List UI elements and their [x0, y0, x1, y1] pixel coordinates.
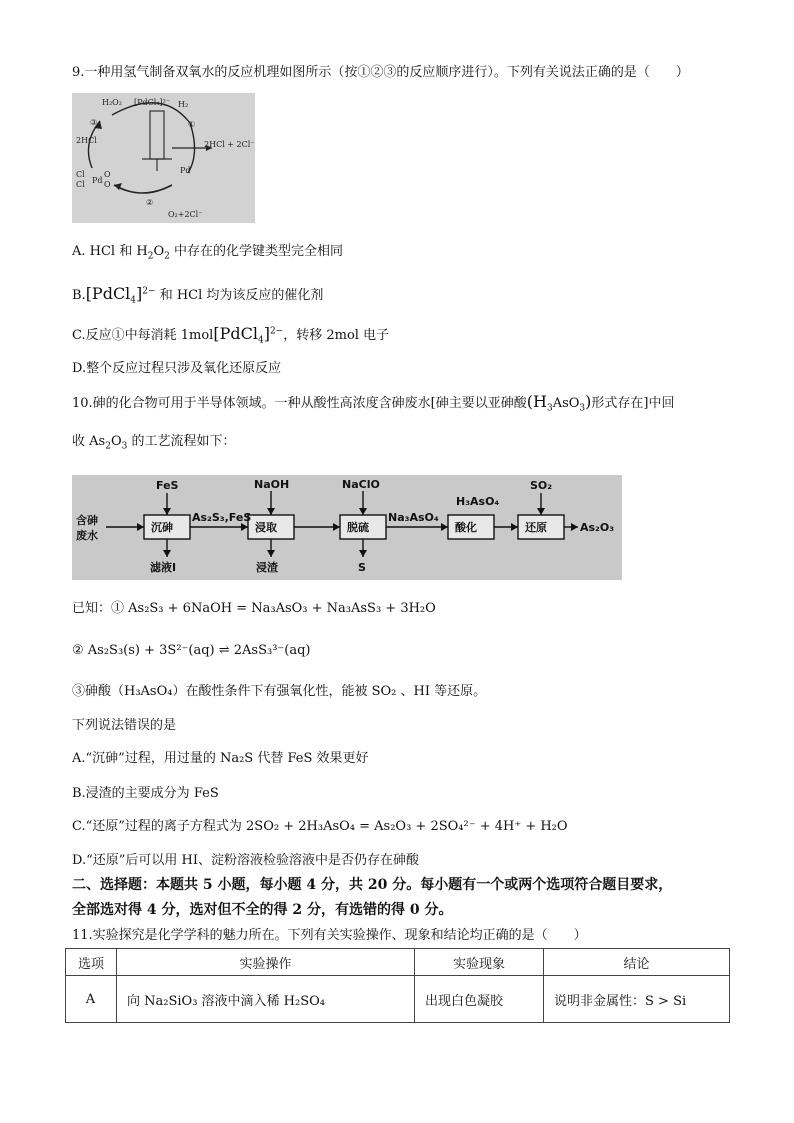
header-operation: 实验操作 — [117, 949, 415, 976]
label-step1: ① — [188, 120, 196, 129]
q10-stem1-a: 10.砷的化合物可用于半导体领域。一种从酸性高浓度含砷废水[砷主要以亚砷酸 — [72, 396, 527, 411]
q9-c-sup: 2− — [269, 326, 284, 337]
flow-fes: FeS — [156, 479, 179, 492]
label-cl-top: Cl — [76, 170, 85, 179]
q10-ask: 下列说法错误的是 — [72, 718, 177, 733]
label-h2: H₂ — [178, 100, 189, 109]
q9-stem: 9.一种用氢气制备双氧水的反应机理如图所示（按①②③的反应顺序进行）。下列有关说法正确的是（ ） — [72, 65, 689, 80]
flow-box3-label: 脱硫 — [347, 521, 369, 534]
label-step2: ② — [146, 198, 154, 207]
q10-known-2: ② As₂S₃(s) + 3S²⁻(aq) ⇌ 2AsS₃³⁻(aq) — [72, 643, 311, 658]
label-pd: Pd — [180, 166, 191, 175]
q9-b-close: ] — [136, 284, 143, 303]
q9-option-d[interactable]: D.整个反应过程只涉及氧化还原反应 — [72, 361, 282, 376]
q9-a-prefix: A. HCl 和 H — [72, 244, 148, 259]
process-flow-figure — [72, 475, 622, 580]
label-2hcl: 2HCl — [76, 136, 97, 145]
flow-mid3: Na₃AsO₄ — [388, 511, 439, 524]
label-2hcl-2cl: 2HCl + 2Cl⁻ — [204, 140, 255, 149]
q9-c-close: ] — [263, 324, 270, 343]
q9-a-sub1: 2 — [147, 251, 154, 262]
flow-residue: 浸渣 — [256, 561, 278, 574]
label-o-bottom: O — [104, 180, 111, 189]
flow-product: As₂O₃ — [580, 521, 615, 534]
flow-box5-label: 还原 — [525, 521, 547, 534]
q9-a-suffix: 中存在的化学键类型完全相同 — [169, 244, 343, 259]
cell-conclusion: 说明非金属性：S > Si — [544, 976, 730, 1023]
flow-box1-label: 沉砷 — [151, 521, 173, 534]
q10-stem2-sub2: 3 — [121, 441, 128, 452]
label-o-top: O — [104, 170, 111, 179]
flow-so2: SO₂ — [530, 479, 553, 492]
q10-stem-line1 — [72, 393, 674, 413]
q10-option-a[interactable]: A.“沉砷”过程，用过量的 Na₂S 代替 FeS 效果更好 — [72, 751, 369, 766]
label-h2o2: H₂O₂ — [102, 98, 122, 107]
q9-option-a[interactable] — [72, 243, 343, 261]
q10-stem1-sub1: 3 — [546, 403, 553, 414]
header-conclusion: 结论 — [544, 949, 730, 976]
q9-b-sub: 4 — [130, 295, 137, 306]
q10-stem1-b: (H — [526, 392, 547, 411]
q11-stem: 11.实验探究是化学学科的魅力所在。下列有关实验操作、现象和结论均正确的是（ ） — [72, 928, 587, 943]
q9-b-prefix: B. — [72, 288, 86, 303]
flow-sulfur: S — [358, 561, 366, 574]
q9-c-prefix: C.反应①中每消耗 1mol — [72, 328, 214, 343]
q9-b-sup: 2− — [142, 286, 156, 297]
q10-stem2-a: 收 As — [72, 434, 106, 449]
flow-feed-line2: 废水 — [76, 529, 98, 542]
q10-stem1-sub2: 3 — [579, 403, 586, 414]
q10-stem1-c: AsO — [552, 396, 580, 411]
q10-stem2-sub1: 2 — [105, 441, 111, 452]
flow-naoh: NaOH — [254, 478, 290, 491]
q9-a-sub2: 2 — [164, 251, 170, 262]
q10-option-c[interactable]: C.“还原”过程的离子方程式为 2SO₂ + 2H₃AsO₄ = As₂O₃ + 2SO₄²⁻ + 4H⁺ + H₂O — [72, 819, 568, 834]
q10-option-b[interactable]: B.浸渣的主要成分为 FeS — [72, 786, 219, 801]
label-pd-complex: Pd — [92, 176, 103, 185]
q9-b-suffix: 和 HCl 均为该反应的催化剂 — [155, 288, 324, 303]
flow-filtrate: 滤液Ⅰ — [150, 561, 177, 574]
q10-stem1-d: ) — [585, 392, 592, 411]
q10-option-d[interactable]: D.“还原”后可以用 HI、淀粉溶液检验溶液中是否仍存在砷酸 — [72, 853, 419, 868]
table-header-row — [66, 949, 730, 976]
flow-naclo: NaClO — [342, 478, 380, 491]
flow-box4-label: 酸化 — [455, 521, 477, 534]
q11-table — [65, 948, 730, 1023]
label-o2-2cl: O₂+2Cl⁻ — [168, 210, 203, 219]
label-cl-bottom: Cl — [76, 180, 85, 189]
label-step3: ③ — [90, 118, 98, 127]
section2-heading-line1: 二、选择题：本题共 5 小题，每小题 4 分，共 20 分。每小题有一个或两个选项符合题目要求， — [72, 877, 673, 893]
q9-b-formula: [PdCl — [85, 284, 131, 303]
flow-mid4: H₃AsO₄ — [456, 495, 500, 508]
flow-feed-line1: 含砷 — [76, 514, 98, 527]
mechanism-figure — [72, 93, 255, 223]
q10-stem-line2 — [72, 433, 235, 451]
header-phenomenon: 实验现象 — [415, 949, 544, 976]
header-option: 选项 — [66, 949, 117, 976]
flow-mid1: As₂S₃,FeS — [192, 511, 252, 524]
q9-option-c[interactable] — [72, 325, 389, 345]
cell-option: A — [66, 976, 117, 1023]
q9-c-suffix: ，转移 2mol 电子 — [283, 328, 390, 343]
cell-operation: 向 Na₂SiO₃ 溶液中滴入稀 H₂SO₄ — [117, 976, 415, 1023]
q10-known-3: ③砷酸（H₃AsO₄）在酸性条件下有强氧化性，能被 SO₂ 、HI 等还原。 — [72, 684, 487, 699]
section2-heading-line2: 全部选对得 4 分，选对但不全的得 2 分，有选错的得 0 分。 — [72, 902, 453, 918]
q9-option-b[interactable] — [72, 285, 323, 305]
q9-c-formula: [PdCl — [213, 324, 258, 343]
flow-box2-label: 浸取 — [255, 521, 277, 534]
process-flow-diagram — [72, 475, 622, 580]
q10-stem2-b: O — [110, 434, 122, 449]
q9-a-mid: O — [153, 244, 165, 259]
q10-stem1-e: 形式存在]中回 — [591, 396, 675, 411]
cell-phenomenon: 出现白色凝胶 — [415, 976, 544, 1023]
table-row[interactable] — [66, 976, 730, 1023]
label-pdcl4: [PdCl₄]²⁻ — [134, 98, 171, 107]
q10-known-1: 已知：① As₂S₃ + 6NaOH = Na₃AsO₃ + Na₃AsS₃ + 3H₂O — [72, 601, 436, 616]
q9-c-sub: 4 — [257, 335, 264, 346]
mechanism-diagram — [72, 93, 255, 223]
q10-stem2-c: 的工艺流程如下： — [127, 434, 236, 449]
